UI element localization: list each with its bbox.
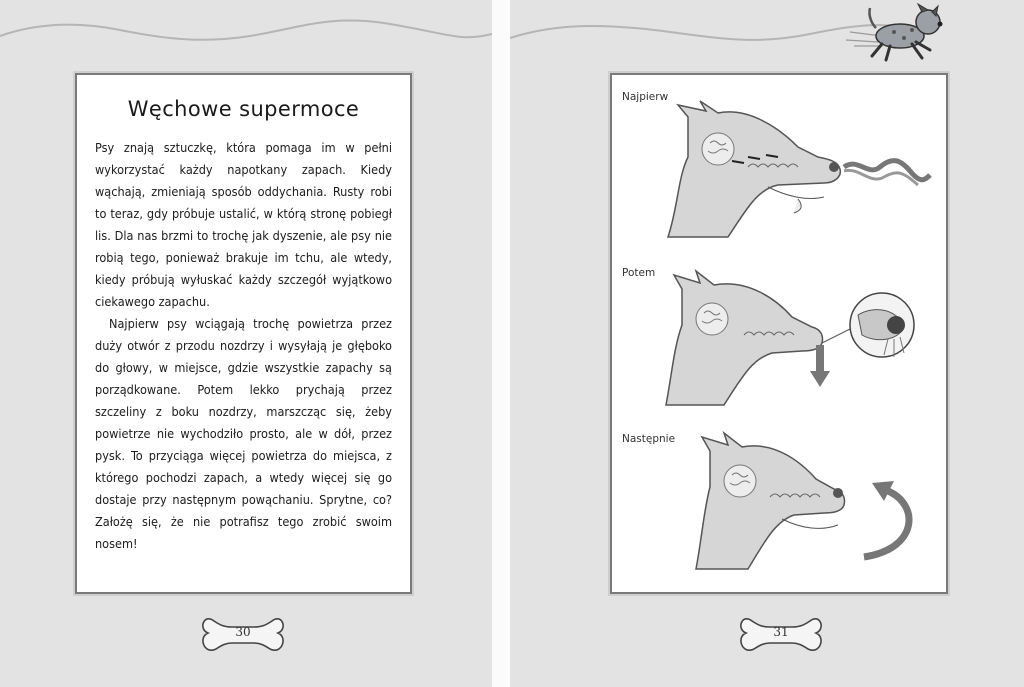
- right-page: [510, 0, 1024, 687]
- dog-head-swirl-illustration: [682, 429, 932, 579]
- page-number: 30: [235, 625, 251, 639]
- left-page: [0, 0, 492, 687]
- top-wave-decoration: [0, 0, 492, 60]
- dog-head-exhale-illustration: [652, 265, 932, 415]
- dog-head-inhale-illustration: [648, 97, 938, 247]
- paragraph-1: Psy znają sztuczkę, która pomaga im w pełni wykorzystać każdy napotkany zapach. Kiedy wąchają, zmieniają sposób oddychania. Rusty robi to teraz, gdy próbuje ustalić, w którą stronę pobiegł lis. Dla nas brzmi to trochę jak dyszenie, ale psy nie robią tego, ponieważ brakuje im tchu, ale wtedy, kiedy próbują wyłuskać każdy szczegół wyjątkowo ciekawego zapachu.: [95, 140, 392, 309]
- step-label-next: Następnie: [622, 433, 676, 445]
- text-panel: [75, 73, 412, 594]
- book-gutter: [492, 0, 510, 687]
- step-label-first: Najpierw: [622, 91, 669, 103]
- illustration-panel: [610, 73, 948, 594]
- step-label-then: Potem: [622, 267, 656, 279]
- running-dog-icon: [842, 2, 952, 64]
- page-number: 31: [773, 625, 789, 639]
- paragraph-2: Najpierw psy wciągają trochę powietrza przez duży otwór z przodu nozdrzy i wysyłają je głęboko do głowy, w miejsce, gdzie wszystkie zapachy są porządkowane. Potem lekko prychają przez szczeliny z boku nozdrzy, marszcząc się, żeby powietrze nie wychodziło prosto, ale w dół, przez pysk. To przyciąga więcej powietrza do miejsca, z którego pochodzi zapach, a wtedy więcej się go dostaje przy następnym powąchaniu. Sprytne, co? Założę się, że nie potrafisz tego zrobić swoim nosem!: [95, 316, 392, 551]
- page-title: Węchowe supermoce: [127, 97, 360, 121]
